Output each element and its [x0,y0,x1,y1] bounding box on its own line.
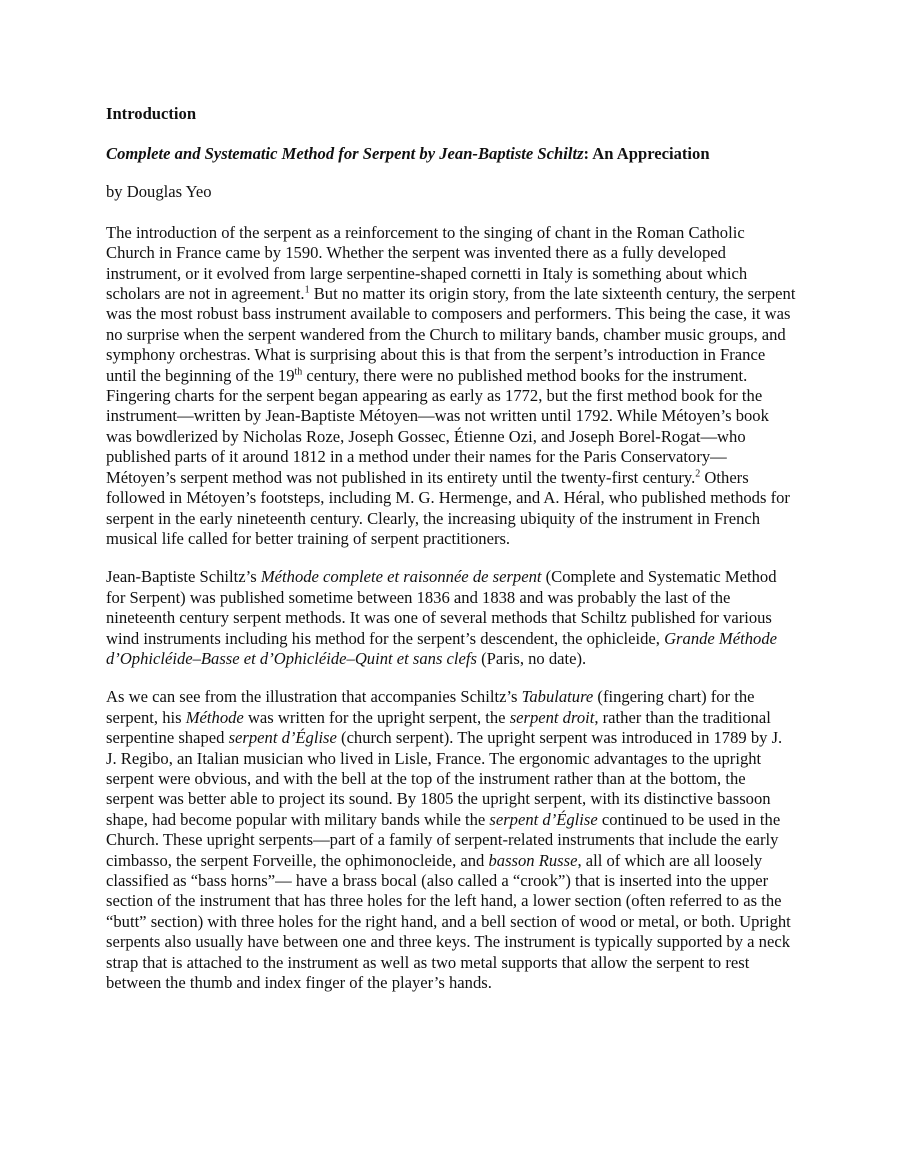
p1-text-a: The introduction of the serpent as a reinforcement to the singing of chant in the Roman Catholic Church in France came by 1590. Whether the serpent was invented there as a fully developed instrument, or it evolved from large serpentine-shaped cornetti in Italy is something about which scholars are not in agreement. [106,222,748,304]
p3-text-c: was written for the upright serpent, the [243,707,510,727]
p3-italic-4: serpent d’Église [228,728,337,748]
ordinal-superscript: th [294,366,303,378]
p2-text-b: (Complete and Systematic Method for Serpent) was published sometime between 1836 and 1838 and was probably the last of the nineteenth century serpent methods. It was one of several methods that Schiltz published for various wind instruments including his method for the serpent’s descendent, the ophicleide, [106,567,777,648]
paragraph-3 [106,687,796,993]
p2-italic-2: Grande Méthode d’Ophicléide–Basse et d’Ophicléide–Quint et sans clefs [106,628,777,668]
p2-text-c: (Paris, no date). [476,648,587,668]
article-title [106,144,796,164]
p3-text-d: , rather than the traditional serpentine shaped [106,707,771,748]
p1-text-b: But no matter its origin story, from the late sixteenth century, the serpent was the most robust bass instrument available to composers and performers. This being the case, it was no surprise when the serpent wandered from the Church to military bands, chamber music groups, and symphony orchestras. What is surprising about this is that from the serpent’s introduction in France until the beginning of the 19 [106,284,796,385]
p2-text-a: Jean-Baptiste Schiltz’s [106,567,261,587]
p1-text-d: Others followed in Métoyen’s footsteps, including M. G. Hermenge, and A. Héral, who published methods for serpent in the early nineteenth century. Clearly, the increasing ubiquity of the instrument in French musical life called for better training of serpent practitioners. [106,467,790,548]
p3-italic-1: Tabulature [521,687,594,707]
p3-text-g: , all of which are all loosely classified as “bass horns”— have a brass bocal (also called a “crook”) that is inserted into the upper section of the instrument that has three holes for the left hand, a lower section (often referred to as the “butt” section) with three holes for the right hand, and a bell section of wood or metal, or both. Upright serpents also usually have between one and three keys. The instrument is typically supported by a neck strap that is attached to the instrument as well as two metal supports that allow the serpent to rest between the thumb and index finger of the player’s hands. [106,850,791,993]
p3-text-a: As we can see from the illustration that accompanies Schiltz’s [106,687,522,707]
document-page [106,104,796,993]
title-suffix: : An Appreciation [583,144,710,163]
p3-italic-6: basson Russe [488,850,578,870]
footnote-ref-1: 1 [304,284,310,296]
p3-italic-2: Méthode [185,707,244,727]
p3-text-b: (fingering chart) for the serpent, his [106,687,755,727]
p3-italic-5: serpent d’Église [489,809,598,829]
author-byline: by Douglas Yeo [106,182,212,202]
p2-italic-1: Méthode complete et raisonnée de serpent [260,567,542,587]
paragraph-2 [106,567,796,669]
paragraph-1 [106,223,796,550]
p3-text-f: continued to be used in the Church. These upright serpents—part of a family of serpent-related instruments that include the early cimbasso, the serpent Forveille, the ophimonocleide, and [106,809,781,870]
footnote-ref-2: 2 [695,468,701,480]
p3-text-e: (church serpent). The upright serpent was introduced in 1789 by J. J. Regibo, an Italian musician who lived in Lisle, France. The ergonomic advantages to the upright serpent were obvious, and with the bell at the top of the instrument rather than at the bottom, the serpent was better able to project its sound. By 1805 the upright serpent, with its distinctive bassoon shape, had become popular with military bands while the [106,728,783,829]
book-title: Complete and Systematic Method for Serpent by Jean-Baptiste Schiltz [106,144,584,163]
section-heading: Introduction [106,104,197,123]
p3-italic-3: serpent droit [509,707,595,727]
p1-text-c: century, there were no published method books for the instrument. Fingering charts for the serpent began appearing as early as 1772, but the first method book for the instrument—written by Jean-Baptiste Métoyen—was not written until 1792. While Métoyen’s book was bowdlerized by Nicholas Roze, Joseph Gossec, Étienne Ozi, and Joseph Borel-Rogat—who published parts of it around 1812 in a method under their names for the Paris Conservatory—Métoyen’s serpent method was not published in its entirety until the twenty-first century. [106,365,769,487]
